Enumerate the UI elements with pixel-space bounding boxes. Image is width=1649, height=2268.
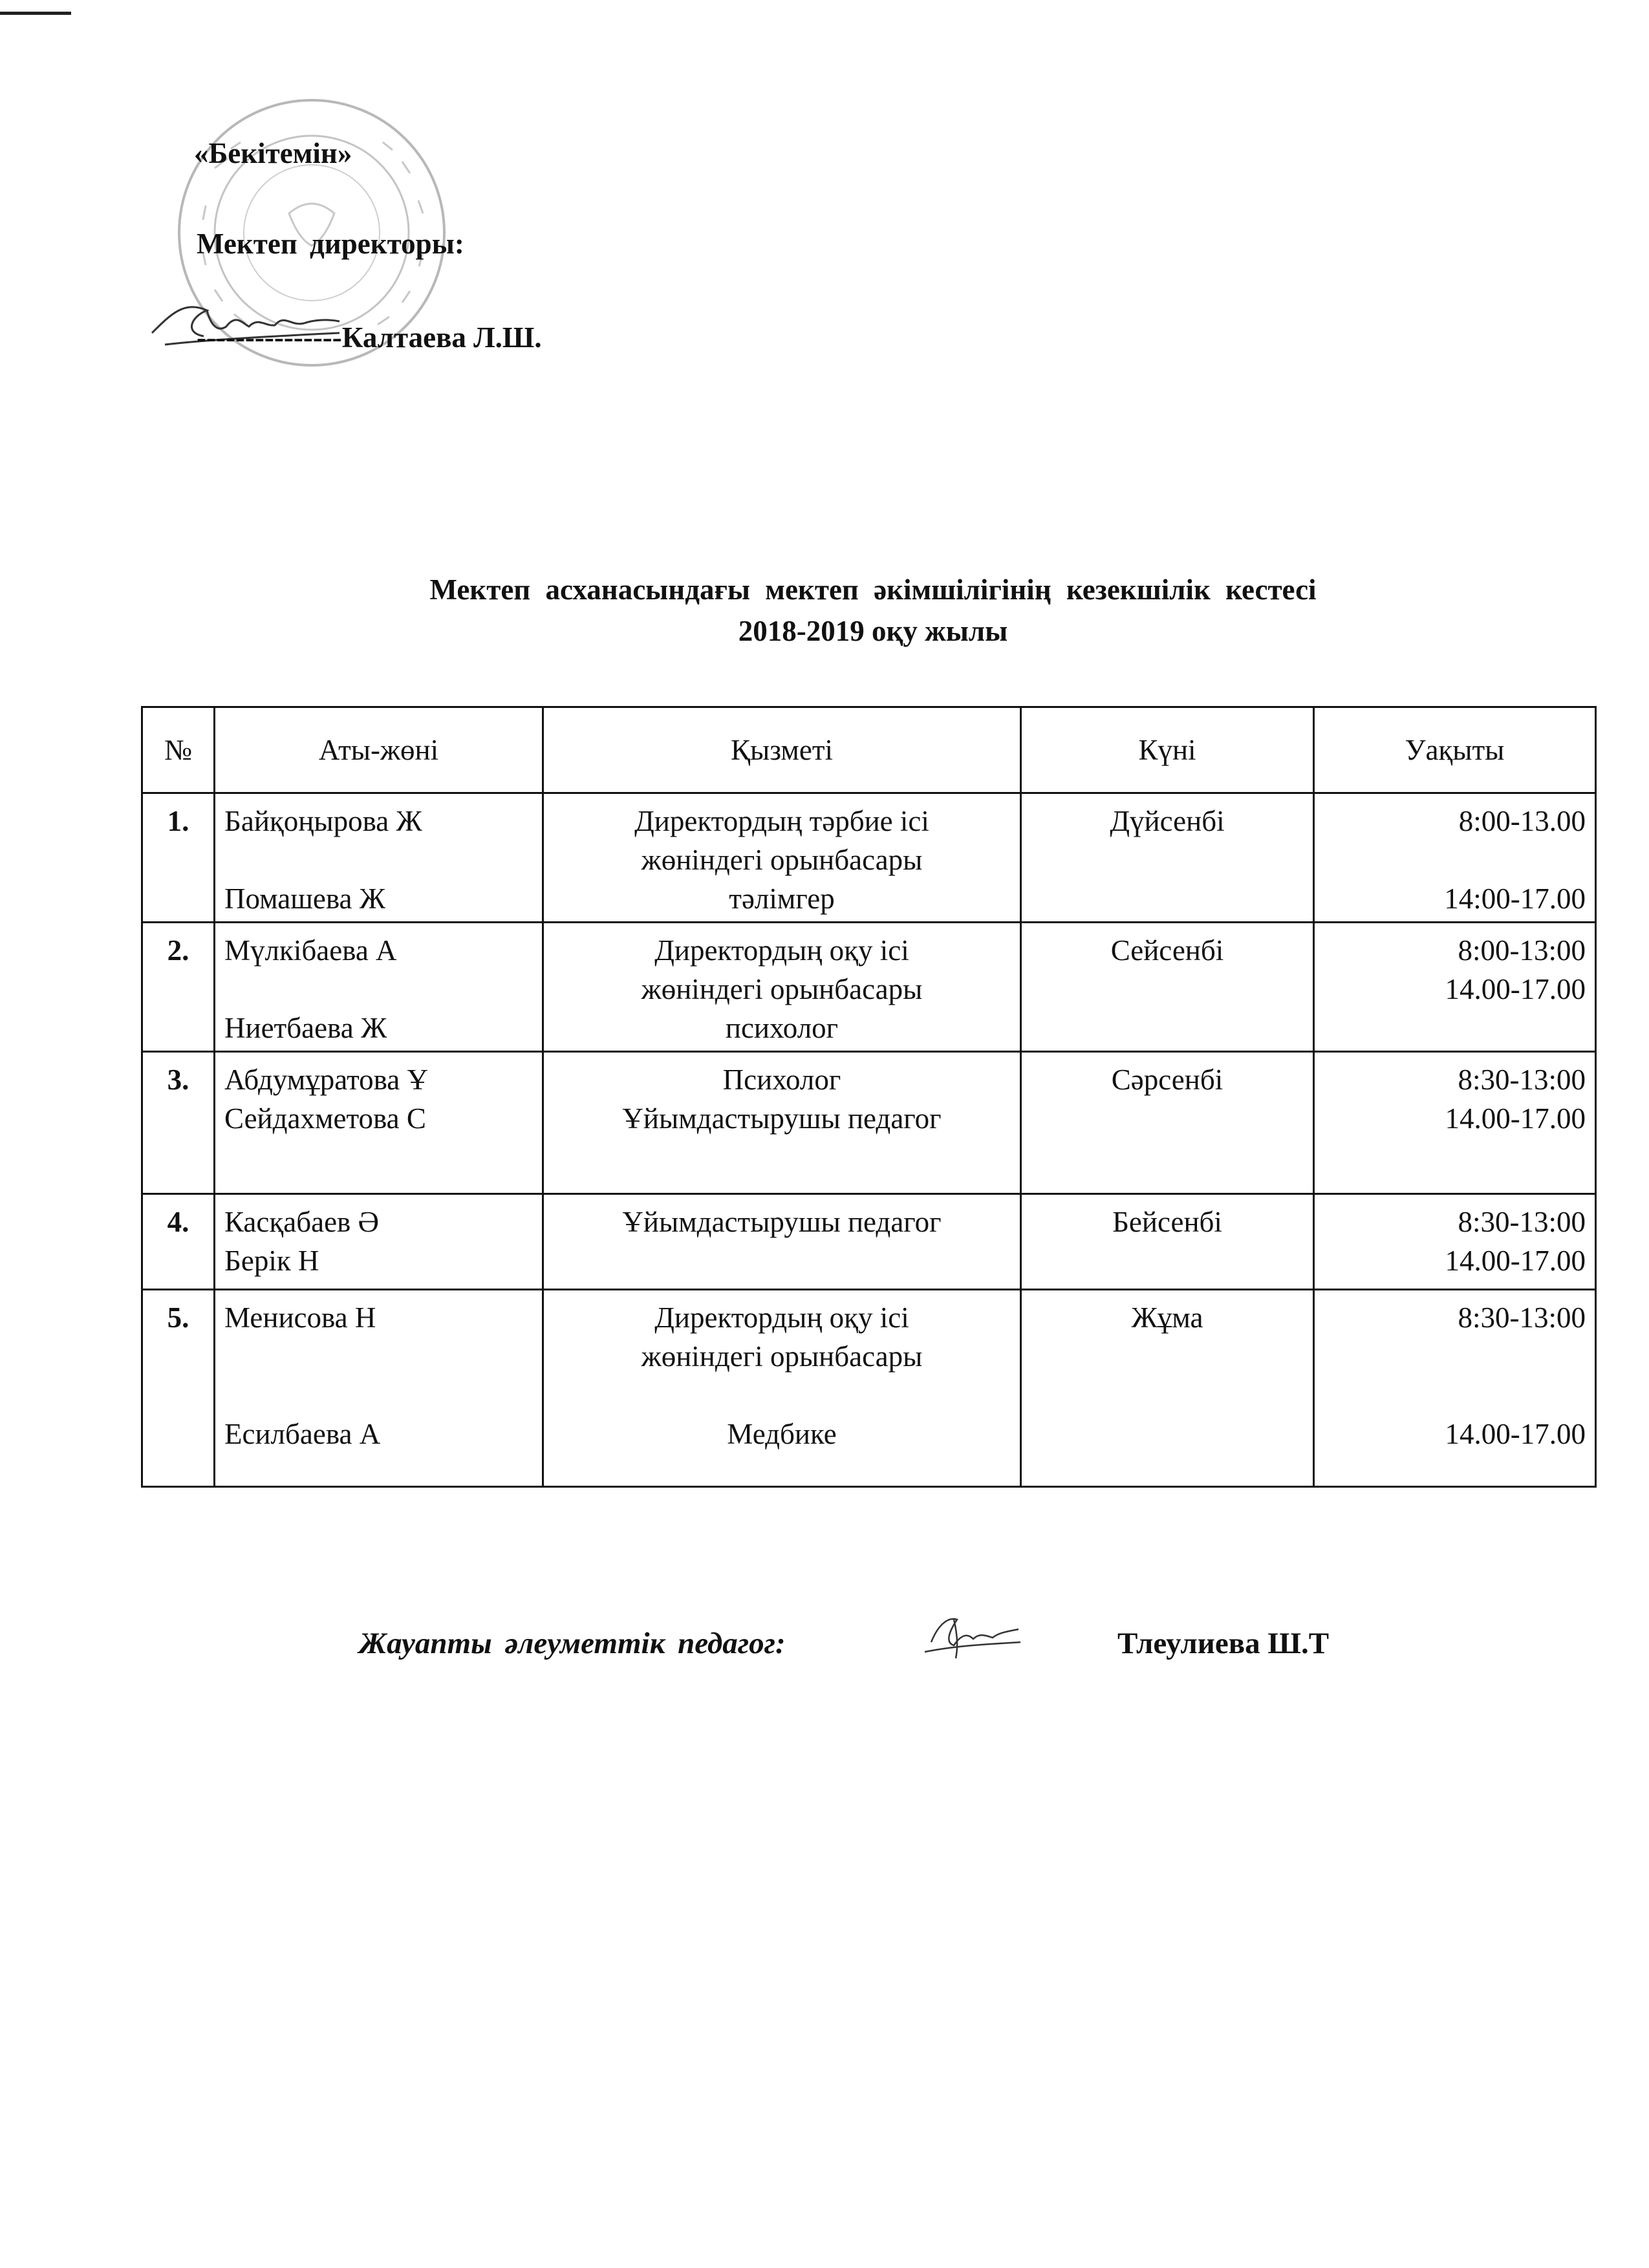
header-name: Аты-жөні [215,707,543,793]
row-number: 5. [142,1290,215,1487]
row-names: Байқоңырова Ж Помашева Ж [215,793,543,923]
row-day: Бейсенбі [1021,1194,1314,1290]
row-day: Дүйсенбі [1021,793,1314,923]
approved-label: «Бекітемін» [194,137,352,169]
scan-edge-mark [0,12,71,15]
responsible-name: Тлеулиева Ш.Т [1117,1627,1330,1660]
header-number: № [142,707,215,793]
director-name: Калтаева Л.Ш. [341,321,542,354]
responsible-role: Жауапты әлеуметтік педагог: [359,1627,786,1660]
header-position: Қызметі [543,707,1021,793]
footer-signoff [359,1626,1330,1661]
row-names: Мүлкібаева А Ниетбаева Ж [215,923,543,1052]
table-header-row [142,707,1596,793]
row-number: 4. [142,1194,215,1290]
table-row [142,793,1596,923]
director-signoff [197,323,542,352]
row-positions: Ұйымдастырушы педагог [543,1194,1021,1290]
row-time: 8:30-13:00 14.00-17.00 [1314,1052,1596,1194]
row-time: 8:30-13:00 14.00-17.00 [1314,1194,1596,1290]
table-row [142,1194,1596,1290]
row-positions: Директордың тәрбие ісі жөніндегі орынбасары тәлімгер [543,793,1021,923]
row-names: Абдумұратова Ұ Сейдахметова С [215,1052,543,1194]
table-row [142,923,1596,1052]
row-time: 8:30-13:00 14.00-17.00 [1314,1290,1596,1487]
document-title [0,569,1649,652]
table-row [142,1052,1596,1194]
row-day: Сейсенбі [1021,923,1314,1052]
row-time: 8:00-13:00 14.00-17.00 [1314,923,1596,1052]
title-line-2: 2018-2019 оқу жылы [738,615,1008,647]
header-day: Күні [1021,707,1314,793]
row-time: 8:00-13.00 14:00-17.00 [1314,793,1596,923]
social-pedagogue-signature [918,1607,1022,1665]
signature-line: --------------- [197,321,342,354]
director-title: Мектеп директоры: [197,228,464,260]
row-number: 3. [142,1052,215,1194]
row-positions: Психолог Ұйымдастырушы педагог [543,1052,1021,1194]
row-number: 1. [142,793,215,923]
duty-schedule-table [141,706,1597,1488]
table-row [142,1290,1596,1487]
title-line-1: Мектеп асханасындағы мектеп әкімшілігінің кезекшілік кестесі [429,573,1317,606]
row-names: Менисова Н Есилбаева А [215,1290,543,1487]
row-day: Сәрсенбі [1021,1052,1314,1194]
row-positions: Директордың оқу ісі жөніндегі орынбасары психолог [543,923,1021,1052]
row-day: Жұма [1021,1290,1314,1487]
row-names: Касқабаев Ә Берік Н [215,1194,543,1290]
row-number: 2. [142,923,215,1052]
row-positions: Директордың оқу ісі жөніндегі орынбасары Медбике [543,1290,1021,1487]
header-time: Уақыты [1314,707,1596,793]
